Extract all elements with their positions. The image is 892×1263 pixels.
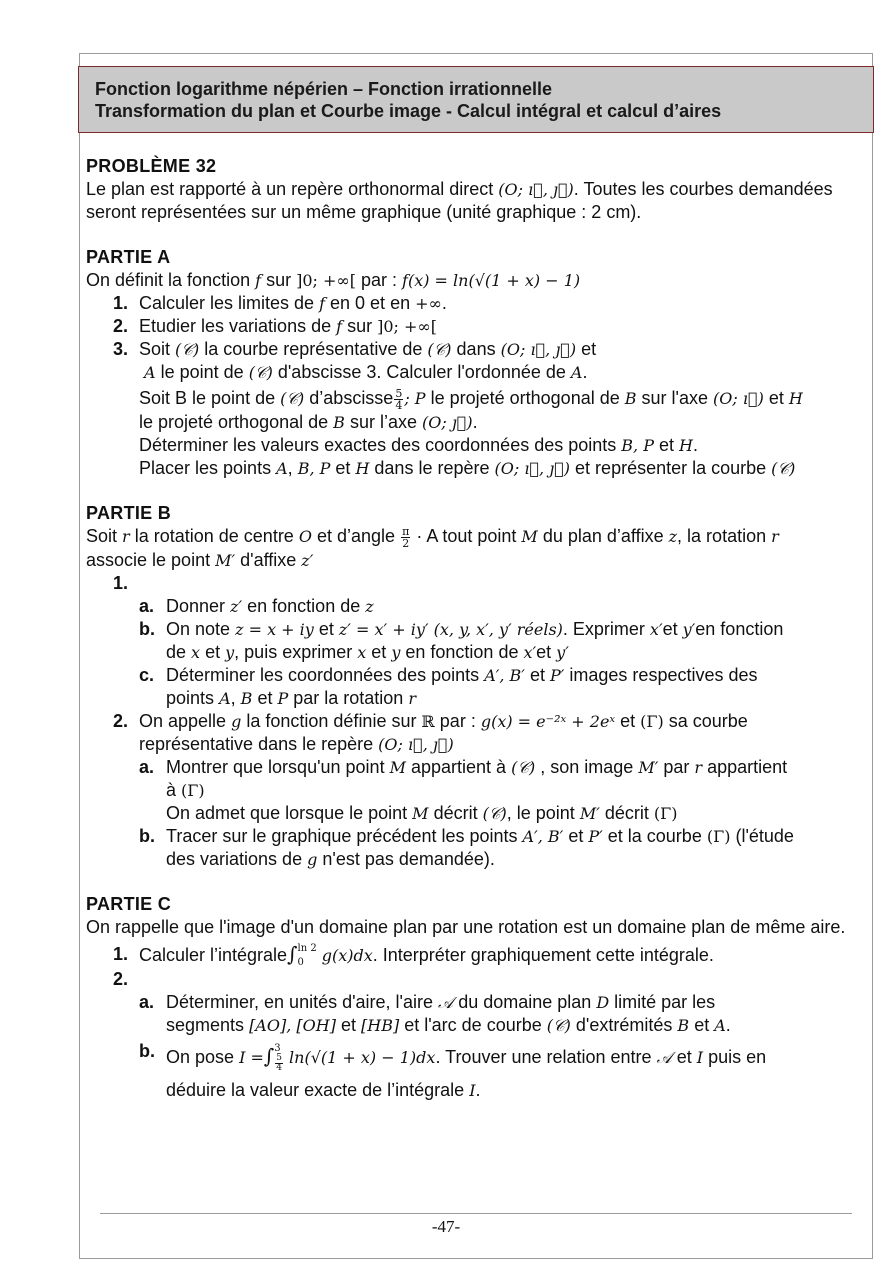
- text: n'est pas demandée).: [322, 848, 495, 869]
- text: , le point: [506, 802, 575, 823]
- math: 𝒜: [438, 992, 454, 1012]
- math: M: [521, 526, 538, 546]
- text: Soit: [86, 525, 118, 546]
- math: (Γ): [640, 711, 664, 731]
- item-number: 1.: [113, 572, 129, 593]
- math: A: [144, 363, 156, 382]
- item-letter: b.: [139, 825, 155, 846]
- text: et: [257, 687, 273, 708]
- part-a-question-2: [86, 315, 870, 338]
- text: et la courbe: [607, 825, 702, 846]
- text: , son image: [540, 756, 634, 777]
- math: B, P: [621, 435, 654, 455]
- chapter-header: [78, 66, 874, 133]
- item-letter: a.: [139, 595, 155, 616]
- item-letter: b.: [139, 618, 155, 639]
- part-b-intro: [86, 525, 870, 572]
- math: (O; ı⃗, ȷ⃗): [498, 180, 574, 199]
- text: d'extrémités: [575, 1014, 673, 1035]
- text: .: [472, 411, 478, 432]
- text: par :: [360, 270, 398, 290]
- text: appartient à: [411, 756, 507, 777]
- item-number: 3.: [113, 339, 129, 359]
- text: décrit: [604, 802, 649, 823]
- math: f(x) = ln(√(1 + x) − 1): [402, 271, 581, 290]
- text: déduire la valeur exacte de l’intégrale: [166, 1079, 465, 1100]
- math: r: [694, 757, 703, 777]
- math: +∞: [415, 294, 442, 313]
- text: en fonction: [695, 618, 784, 639]
- math: (O; ı⃗, ȷ⃗): [500, 340, 577, 359]
- integral-sign: ∫: [287, 941, 298, 966]
- text: décrit: [433, 802, 478, 823]
- math: P: [277, 688, 289, 708]
- text: et: [536, 641, 552, 662]
- part-c-question-2: [86, 968, 870, 991]
- text: et: [581, 339, 597, 359]
- math: x′: [649, 619, 663, 639]
- page-number: -47-: [431, 1217, 461, 1236]
- item-number: 2.: [113, 968, 129, 989]
- math: M: [412, 803, 429, 823]
- text: On définit la fonction: [86, 270, 251, 290]
- math: I: [469, 1080, 476, 1100]
- math: z: [365, 596, 374, 616]
- text: et: [318, 618, 334, 639]
- item-number: 2.: [113, 316, 129, 336]
- math: ; P: [404, 389, 426, 408]
- text: et: [694, 1014, 710, 1035]
- math: A: [570, 363, 583, 382]
- math: y′: [556, 642, 569, 662]
- part-a-definition: [86, 269, 870, 292]
- math: f: [255, 271, 262, 290]
- text: On note: [166, 618, 231, 639]
- math: M′: [638, 757, 659, 777]
- item-letter: b.: [139, 1040, 155, 1061]
- text: On admet que lorsque le point: [166, 802, 408, 823]
- text: appartient: [707, 756, 788, 777]
- math: ℝ: [421, 711, 435, 731]
- part-a-question-1: [86, 292, 870, 315]
- math: A: [219, 688, 231, 708]
- text: le projeté orthogonal de: [139, 411, 329, 432]
- math: g: [231, 711, 242, 731]
- item-letter: a.: [139, 756, 155, 777]
- math: I: [696, 1047, 704, 1067]
- text: du domaine plan: [458, 991, 592, 1012]
- math: f: [319, 294, 325, 313]
- text: . Interpréter graphiquement cette intégrale.: [372, 944, 714, 965]
- math: (O; ı⃗, ȷ⃗): [378, 734, 454, 754]
- text: d'affixe: [240, 549, 297, 570]
- math: A: [276, 458, 288, 478]
- text: en fonction de: [247, 595, 361, 616]
- math: B: [240, 688, 253, 708]
- part-c-question-2b: [86, 1040, 870, 1107]
- math: (𝒞): [427, 340, 452, 359]
- text: et: [335, 457, 351, 478]
- math: g(x) = e⁻²ˣ + 2eˣ: [480, 711, 616, 731]
- math: [HB]: [361, 1015, 400, 1035]
- text: et représenter la courbe: [575, 457, 767, 478]
- part-b-question-1b: [86, 618, 870, 664]
- text: en fonction de: [405, 641, 519, 662]
- part-b-question-2a: [86, 756, 870, 825]
- math: H: [355, 458, 370, 478]
- part-c-question-2a: [86, 991, 870, 1037]
- text: dans le repère: [374, 457, 490, 478]
- text: représentative dans le repère: [139, 733, 374, 754]
- math: M′: [579, 803, 600, 823]
- text: Calculer l’intégrale: [139, 944, 288, 965]
- part-b-question-1: [86, 572, 870, 595]
- text: points: [166, 687, 215, 708]
- text: ,: [230, 687, 236, 708]
- text: le point de: [160, 362, 244, 382]
- text: ,: [287, 457, 293, 478]
- text: Soit B le point de: [139, 388, 276, 408]
- integral-sign: ∫: [263, 1043, 275, 1068]
- item-letter: a.: [139, 991, 155, 1012]
- part-b-question-2b: [86, 825, 870, 871]
- text: et: [662, 618, 678, 639]
- math: x′: [523, 642, 537, 662]
- problem-intro: [86, 178, 870, 224]
- fraction: $\frac{5}{4}$: [395, 386, 403, 412]
- text: et: [620, 710, 636, 731]
- text: .: [692, 434, 698, 455]
- math: (𝒞): [482, 803, 507, 823]
- math: x: [357, 642, 367, 662]
- text: Donner: [166, 595, 226, 616]
- header-line-1: Fonction logarithme népérien – Fonction irrationnelle: [95, 79, 553, 99]
- math: y: [225, 642, 235, 662]
- text: Soit: [139, 339, 171, 359]
- text: puis en: [708, 1046, 767, 1067]
- text: en 0 et en: [330, 293, 411, 313]
- math: (𝒞): [248, 363, 273, 382]
- integral-bounds: 3 $\frac{5}{4}$: [274, 1042, 283, 1073]
- text: d'abscisse 3. Calculer l'ordonnée de: [277, 362, 566, 382]
- math: z′: [230, 596, 243, 616]
- text: la fonction définie sur: [246, 710, 417, 731]
- math: A′, B′: [522, 826, 564, 846]
- math: H: [788, 389, 803, 408]
- text: et: [676, 1046, 692, 1067]
- math: (𝒞): [280, 389, 305, 408]
- math: y: [391, 642, 401, 662]
- math: z = x + iy: [235, 619, 314, 639]
- text: et: [340, 1014, 356, 1035]
- text: Calculer les limites de: [139, 293, 315, 313]
- math: (Γ): [181, 780, 205, 800]
- text: et: [659, 434, 675, 455]
- math: z: [668, 526, 678, 546]
- math: x: [191, 642, 201, 662]
- text: images respectives des: [569, 664, 758, 685]
- math: (O; ı⃗): [713, 389, 764, 408]
- math: z′ = x′ + iy′ (x, y, x′, y′ réels): [338, 619, 563, 639]
- text: associe le point: [86, 549, 211, 570]
- text: des variations de: [166, 848, 303, 869]
- part-a-title: PARTIE A: [86, 247, 171, 267]
- text: . Toutes les courbes demandées seront représentées sur un même graphique (unité graphique : 2 cm).: [86, 179, 833, 222]
- text: . Trouver une relation entre: [435, 1046, 652, 1067]
- part-b-title: PARTIE B: [86, 502, 172, 523]
- text: sur: [266, 270, 292, 290]
- math: r: [122, 526, 130, 546]
- footer-divider: [100, 1213, 852, 1214]
- text: et l'arc de courbe: [404, 1014, 542, 1035]
- text: sur l’axe: [349, 411, 417, 432]
- text: , la rotation: [677, 525, 767, 546]
- math: (𝒞): [175, 340, 200, 359]
- math: ]0; +∞[: [377, 317, 437, 336]
- math: ln(√(1 + x) − 1)dx: [289, 1047, 436, 1067]
- math: (𝒞): [511, 757, 536, 777]
- text: dans: [456, 339, 496, 359]
- math: r: [408, 688, 416, 708]
- text: la rotation de centre: [134, 525, 294, 546]
- part-b-question-1c: [86, 664, 870, 710]
- text: et: [529, 664, 545, 685]
- text: Tracer sur le graphique précédent les points: [166, 825, 518, 846]
- math: (O; ı⃗, ȷ⃗): [494, 458, 571, 478]
- math: D: [596, 992, 610, 1012]
- math: r: [771, 526, 779, 546]
- text: sur l'axe: [641, 388, 708, 408]
- text: .: [725, 1014, 731, 1035]
- text: Montrer que lorsqu'un point: [166, 756, 385, 777]
- text: segments: [166, 1014, 245, 1035]
- math: g(x)dx: [321, 945, 373, 965]
- text: (l'étude: [735, 825, 794, 846]
- text: On appelle: [139, 710, 227, 731]
- text: de: [166, 641, 187, 662]
- text: le projeté orthogonal de: [430, 388, 620, 408]
- text: . Exprimer: [562, 618, 645, 639]
- text: Déterminer les coordonnées des points: [166, 664, 480, 685]
- item-number: 1.: [113, 293, 129, 313]
- text: d’abscisse: [309, 388, 394, 408]
- math: B: [677, 1015, 690, 1035]
- text: .: [441, 293, 447, 313]
- text: Déterminer, en unités d'aire, l'aire: [166, 991, 434, 1012]
- part-c-question-1: [86, 943, 870, 968]
- item-number: 2.: [113, 710, 129, 731]
- part-c-intro: On rappelle que l'image d'un domaine plan par une rotation est un domaine plan de même aire.: [86, 916, 846, 937]
- text: du plan d’affixe: [542, 525, 664, 546]
- integral-bounds: ln 2 0: [297, 942, 317, 968]
- math: (Γ): [653, 803, 678, 823]
- math: M′: [215, 550, 236, 570]
- item-number: 1.: [113, 943, 129, 964]
- math: B, P: [297, 458, 331, 478]
- math: [AO], [OH]: [249, 1015, 336, 1035]
- text: et d’angle: [316, 525, 396, 546]
- text: et: [768, 388, 784, 408]
- math: I =: [239, 1047, 264, 1067]
- text: Le plan est rapporté à un repère orthonormal direct: [86, 179, 494, 199]
- math: B: [624, 389, 637, 408]
- text: · A tout point: [416, 525, 517, 546]
- math: H: [679, 435, 693, 455]
- math: (Γ): [706, 826, 731, 846]
- item-letter: c.: [139, 664, 155, 685]
- math: M: [389, 757, 406, 777]
- text: et: [568, 825, 584, 846]
- math: g: [307, 849, 318, 869]
- text: Déterminer les valeurs exactes des coordonnées des points: [139, 434, 617, 455]
- document-body: [86, 155, 870, 1107]
- math: (𝒞): [546, 1015, 571, 1035]
- text: à: [166, 779, 177, 800]
- text: Etudier les variations de: [139, 316, 332, 336]
- text: et: [205, 641, 221, 662]
- text: On pose: [166, 1046, 235, 1067]
- text: et: [371, 641, 387, 662]
- math: f: [336, 317, 343, 336]
- header-line-2: Transformation du plan et Courbe image - Calcul intégral et calcul d’aires: [95, 101, 722, 121]
- text: sur: [347, 316, 373, 336]
- math: A: [714, 1015, 726, 1035]
- math: P′: [549, 665, 565, 685]
- text: sa courbe: [668, 710, 748, 731]
- part-c-title: PARTIE C: [86, 893, 172, 914]
- math: z′: [301, 550, 314, 570]
- text: par la rotation: [293, 687, 404, 708]
- math: P′: [588, 826, 603, 846]
- math: y′: [682, 619, 696, 639]
- fraction: $\frac{\pi}{2}$: [402, 524, 410, 550]
- math: A′, B′: [484, 665, 525, 685]
- math: O: [298, 526, 312, 546]
- part-b-question-1a: [86, 595, 870, 618]
- text: , puis exprimer: [234, 641, 353, 662]
- text: la courbe représentative de: [204, 339, 423, 359]
- math: 𝒜: [656, 1047, 672, 1067]
- text: .: [475, 1079, 481, 1100]
- text: limité par les: [614, 991, 716, 1012]
- text: par :: [439, 710, 476, 731]
- part-b-question-2: [86, 710, 870, 756]
- math: ]0; +∞[: [296, 271, 356, 290]
- text: par: [663, 756, 690, 777]
- math: (O; ȷ⃗): [421, 412, 473, 432]
- math: (𝒞): [771, 458, 796, 478]
- text: Placer les points: [139, 457, 272, 478]
- problem-title: PROBLÈME 32: [86, 156, 217, 176]
- math: B: [333, 412, 345, 432]
- part-a-question-3: 3. Soit (𝒞) la courbe représentative de (𝒞) dans (O; ı⃗, ȷ⃗) et A le point de (𝒞) d'abscisse 3. Calculer l'ordonnée de A. Soit B le point de (𝒞) d’abscisse $\frac{5}{4}$ ; P le projeté orthogonal de B sur l'axe (O; ı⃗) et H le projeté orthogonal de B sur l’axe (O; ȷ⃗). Déterminer les valeurs exactes des coordonnées des points B, P et H. Placer les points A, B, P et H dans le repère (O; ı⃗, ȷ⃗) et représenter la courbe (𝒞): [113, 339, 803, 478]
